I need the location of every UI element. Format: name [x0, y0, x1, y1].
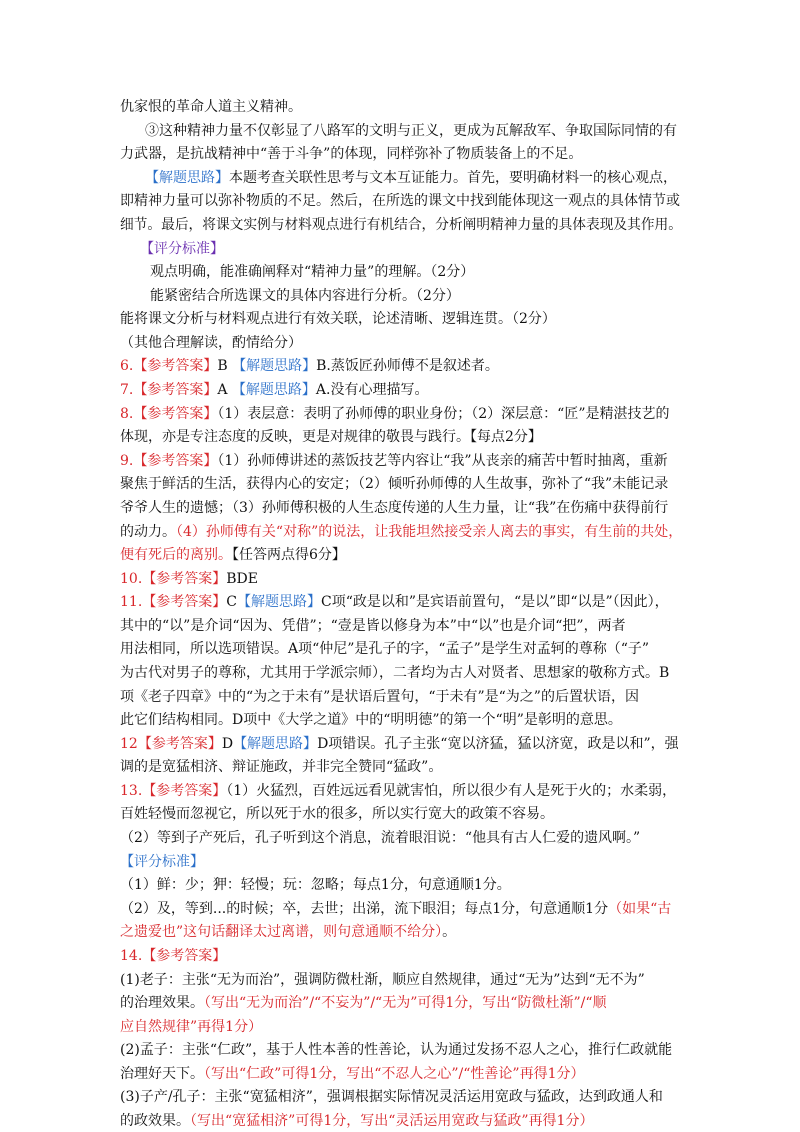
line-14 [120, 405, 670, 423]
text-run: 【任答两点得6分】 [232, 547, 346, 563]
text-run: （其他合理解读，酌情给分） [120, 334, 302, 351]
line-21 [120, 570, 258, 588]
line-33 [120, 853, 204, 871]
line-19 [120, 523, 682, 541]
text-run: 12【参考答案】 [120, 735, 222, 752]
text-run: 13.【参考答案】 [120, 782, 227, 799]
text-run: 应自然规律”再得1分） [120, 1018, 263, 1035]
text-run: 的政效果。 [120, 1113, 190, 1129]
line-35 [120, 900, 671, 918]
line-39 [120, 994, 606, 1012]
line-5 [120, 192, 680, 210]
text-run: （1）火猛烈，百姓远远看见就害怕，所以很少有人是死于火的；水柔弱， [226, 782, 677, 799]
text-run: （1）鲜：少；狎：轻慢；玩：忽略；每点1分，句意通顺1分。 [120, 877, 511, 894]
line-2 [145, 122, 677, 140]
text-run: 【解题思路】 [232, 358, 317, 375]
text-run: 本题考查关联性思考与文本互证能力。首先，要明确材料一的核心观点， [229, 169, 677, 186]
line-9 [150, 287, 460, 305]
text-run: 此它们结构相同。D项中《大学之道》中的“明明德”的第一个“明”是彰明的意思。 [120, 712, 622, 729]
text-run: 【解题思路】 [145, 169, 229, 186]
text-run: B [217, 358, 233, 375]
text-run: 便有死后的离别。 [120, 547, 232, 563]
text-run: 【评分标准】 [140, 240, 224, 257]
text-run: 即精神力量可以弥补物质的不足。然后，在所选的课文中找到能体现这一观点的具体情节或 [120, 193, 680, 210]
text-run: 的动力。 [120, 523, 176, 540]
text-run: BDE [226, 570, 258, 587]
text-run: 项《老子四章》中的“为之于未有”是状语后置句，“于未有”是“为之”的后置状语，因 [120, 688, 639, 705]
text-run: 能紧密结合所选课文的具体内容进行分析。（2分） [150, 287, 460, 304]
text-run: （写出“无为而治”/“不妄为”/“无为”可得1分，写出“防微杜渐”/“顺 [204, 995, 607, 1012]
line-16 [120, 452, 668, 470]
text-run: 观点明确，能准确阐释对“精神力量”的理解。（2分） [150, 264, 475, 281]
line-15 [120, 428, 542, 446]
text-run: 爷爷人生的遗憾；（3）孙师傅积极的人生态度传递的人生力量，让“我”在伤痛中获得前行 [120, 499, 669, 516]
text-run: 7.【参考答案】 [120, 382, 218, 398]
line-1 [120, 98, 302, 116]
text-run: 仇家恨的革命人道主义精神。 [120, 99, 302, 115]
text-run: （2）等到子产死后，孔子听到这个消息，流着眼泪说：“他具有古人仁爱的遗风啊。” [120, 830, 641, 846]
text-run: 【评分标准】 [120, 853, 204, 870]
line-18 [120, 499, 668, 517]
line-25 [120, 664, 669, 682]
line-22 [120, 593, 669, 611]
text-run: 【解题思路】 [231, 382, 316, 398]
line-23 [120, 617, 626, 635]
text-run: 为古代对男子的尊称，尤其用于学派宗师），二者均为古人对贤者、思想家的敬称方式。B [120, 665, 670, 681]
line-26 [120, 688, 639, 706]
text-run: （4）孙师傅有关“对称”的说法，让我能坦然接受亲人离去的事实，有生前的共处， [176, 523, 683, 540]
text-run: A.没有心理描写。 [315, 382, 429, 398]
text-run: 【解题思路】 [233, 735, 318, 752]
line-40 [120, 1018, 262, 1036]
line-28 [120, 735, 679, 753]
text-run: 细节。最后，将课文实例与材料观点进行有机结合，分析阐明精神力量的具体表现及其作用。 [120, 216, 682, 233]
text-run: （写出“宽猛相济”可得1分，写出“灵活运用宽政与猛政”再得1分） [190, 1113, 594, 1129]
line-38 [120, 971, 645, 989]
text-run: (3)子产/孔子：主张“宽猛相济”，强调根据实际情况灵活运用宽政与猛政，达到政通人和 [120, 1089, 663, 1106]
text-run: 的治理效果。 [120, 995, 204, 1012]
text-run: （写出“仁政”可得1分，写出“不忍人之心”/“性善论”再得1分） [204, 1065, 585, 1082]
text-run: 【解题思路】 [236, 594, 321, 611]
text-run: 其中的“以”是介词“因为、凭借”；“壹是皆以修身为本”中“以”也是介词“把”，两者 [120, 617, 626, 634]
line-37 [120, 947, 226, 965]
text-run: 调的是宽猛相济、辩证施政，并非完全赞同“猛政”。 [120, 759, 443, 776]
text-run: A [217, 382, 232, 398]
text-run: (1)老子：主张“无为而治”，强调防微杜渐，顺应自然规律，通过“无为”达到“无不为” [120, 971, 645, 988]
text-run: D [221, 735, 234, 752]
line-12 [120, 357, 499, 375]
line-36 [120, 923, 456, 941]
line-43 [120, 1088, 663, 1106]
text-run: 6.【参考答案】 [120, 358, 218, 375]
line-30 [120, 782, 676, 800]
text-run: （如果“古 [608, 900, 672, 917]
line-41 [120, 1041, 672, 1059]
text-run: 9.【参考答案】 [120, 452, 218, 469]
text-run: 体现，亦是专注态度的反映，更是对规律的敬畏与践行。【每点2分】 [120, 429, 542, 446]
text-run: 治理好天下。 [120, 1065, 204, 1082]
line-24 [120, 640, 649, 658]
text-run: 聚焦于鲜活的生活，获得内心的安定；（2）倾听孙师傅的人生故事，弥补了“我”未能记录 [120, 476, 669, 493]
line-27 [120, 711, 622, 729]
line-34 [120, 876, 511, 894]
line-29 [120, 758, 442, 776]
text-run: 之遗爱也”这句话翻译太过离谱，则句意通顺不给分） [120, 924, 443, 941]
text-run: 10.【参考答案】 [120, 570, 227, 587]
text-run: 11.【参考答案】 [120, 594, 227, 611]
text-run: D项错误。孔子主张“宽以济猛，猛以济宽，政是以和”，强 [317, 735, 679, 752]
text-run: （1）孙师傅讲述的蒸饭技艺等内容让“我”从丧亲的痛苦中暂时抽离，重新 [217, 452, 668, 469]
text-run: C [226, 594, 237, 611]
text-run: 。 [442, 924, 457, 941]
text-run: (2)孟子：主张“仁政”，基于人性本善的性善论，认为通过发扬不忍人之心，推行仁政就能 [120, 1042, 673, 1059]
text-run: C项“政是以和”是宾语前置句，“是以”即“以是”（因此）， [320, 594, 669, 611]
line-17 [120, 475, 668, 493]
text-run: ③这种精神力量不仅彰显了八路军的文明与正义，更成为瓦解敌军、争取国际同情的有 [145, 122, 677, 139]
line-32 [120, 829, 640, 847]
line-4 [145, 169, 677, 187]
line-11 [120, 334, 302, 352]
text-run: 14.【参考答案】 [120, 947, 227, 964]
text-run: 8.【参考答案】 [120, 405, 218, 422]
line-42 [120, 1065, 584, 1083]
line-20 [120, 546, 346, 564]
text-run: 能将课文分析与材料观点进行有效关联，论述清晰、逻辑连贯。（2分） [120, 311, 556, 328]
line-31 [120, 805, 554, 823]
text-run: B.蒸饭匠孙师傅不是叙述者。 [316, 358, 499, 375]
line-8 [150, 263, 474, 281]
line-10 [120, 310, 556, 328]
text-run: 百姓轻慢而忽视它，所以死于水的很多，所以实行宽大的政策不容易。 [120, 806, 554, 823]
line-13 [120, 381, 428, 399]
line-44 [120, 1112, 593, 1130]
text-run: 力武器，是抗战精神中“善于斗争”的体现，同样弥补了物质装备上的不足。 [120, 146, 583, 163]
line-3 [120, 145, 582, 163]
text-run: （2）及，等到...的时候；卒，去世；出涕，流下眼泪；每点1分，句意通顺1分 [120, 900, 609, 917]
text-run: （1）表层意：表明了孙师傅的职业身份；（2）深层意：“匠”是精湛技艺的 [217, 405, 670, 422]
line-6 [120, 216, 682, 234]
line-7 [140, 240, 224, 258]
text-run: 用法相同，所以选项错误。A项“仲尼”是孔子的字，“孟子”是学生对孟轲的尊称（“子” [120, 641, 650, 658]
